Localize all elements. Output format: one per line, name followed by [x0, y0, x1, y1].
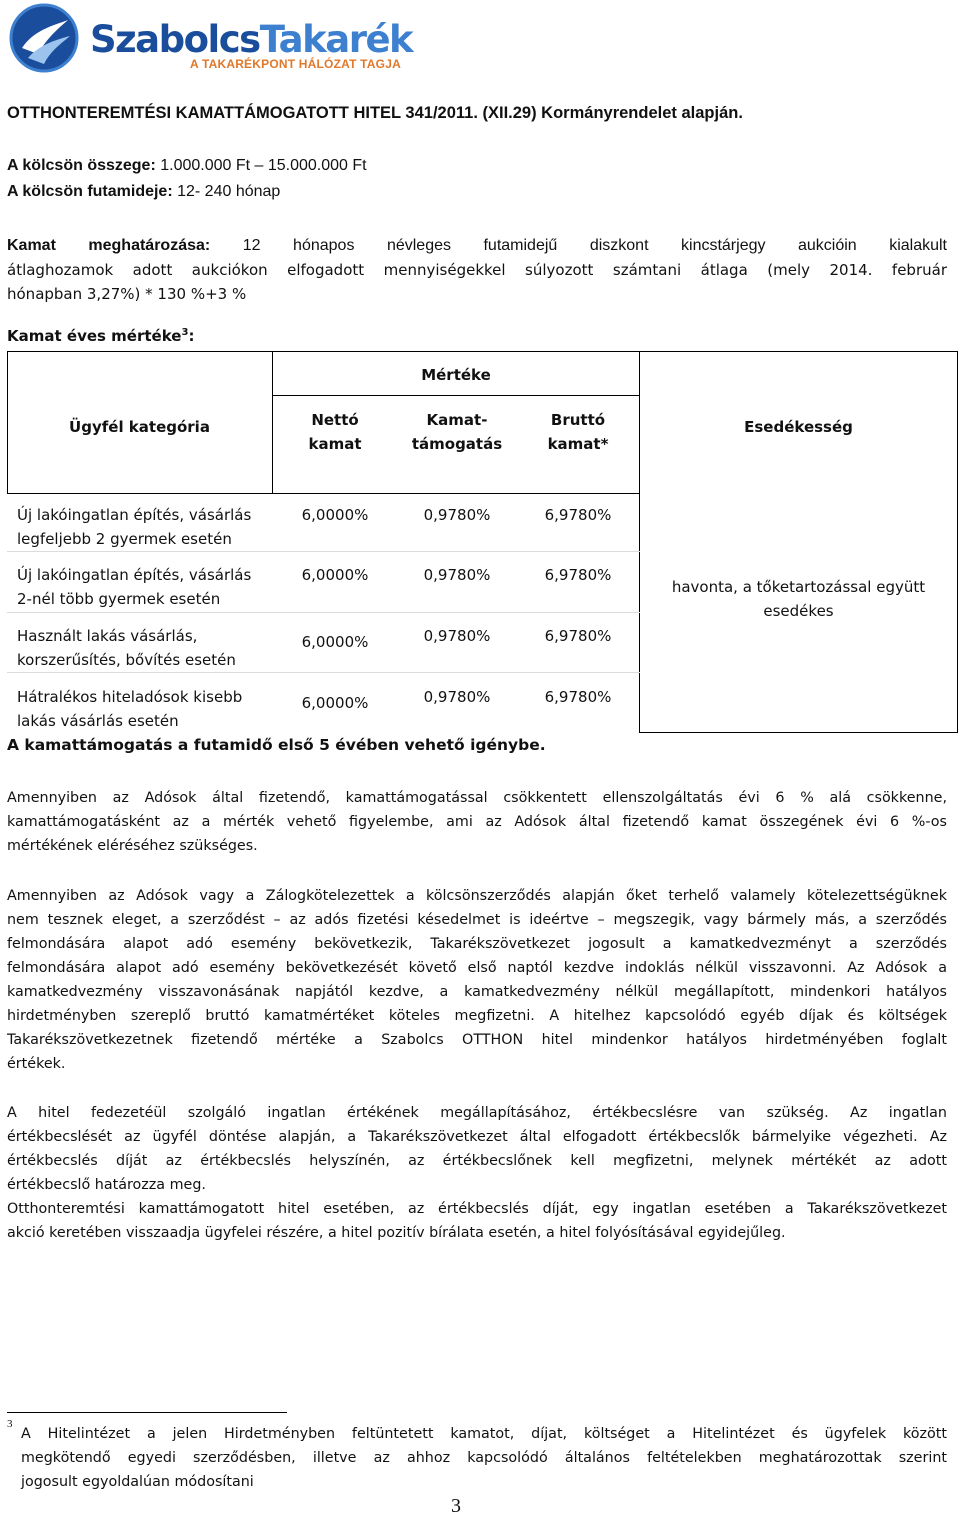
header-due: Esedékesség: [744, 418, 853, 436]
table-cell-support: 0,9780%: [423, 506, 491, 524]
loan-term-value: 12- 240 hónap: [177, 183, 281, 200]
paragraph-revocation: Amennyiben az Adósok vagy a Zálogkötelezettek a kölcsönszerződés alapján őket terhelő valamely kötelezettségüknek nem tesznek eleget, a szerződést – az adós fizetési késedelmet is ideértve – megszegik, vagy bármely más, a szerződés felmondására alapot adó esemény bekövetkezik, Takarékszövetkezet jogosult a kamatkedvezményt a szerződés felmondására alapot adó esemény bekövetkezését követő első naptól kezdve indoklás nélkül visszavonni. Az Adósok a kamatkedvezmény visszavonásának napjától kezdve, a kamatkedvezmény nélkül megállapított, mindenkori hatályos hirdetményben szereplő bruttó kamatmértéket köteles megfizetni. A hitelhez kapcsolódó egyéb díjak és költségek Takarékszövetkezetnek fizetendő mértéke a Szabolcs OTTHON hitel mindenkor hatályos hirdetményében foglalt értékek.: [7, 888, 947, 1072]
logo-emblem-icon: [8, 2, 80, 74]
document-title: OTTHONTEREMTÉSI KAMATTÁMOGATOTT HITEL 341/2011. (XII.29) Kormányrendelet alapján.: [7, 104, 743, 122]
logo-wordmark: SzabolcsTakarék: [90, 18, 413, 61]
logo-tagline: A TAKARÉKPONT HÁLÓZAT TAGJA: [190, 57, 401, 71]
table-cell-due: havonta, a tőketartozással együtt esedékes: [671, 578, 926, 620]
page-number: 3: [451, 1495, 461, 1515]
table-cell-support: 0,9780%: [423, 566, 491, 584]
table-row-category: Új lakóingatlan építés, vásárlás legfeljebb 2 gyermek esetén: [17, 506, 252, 548]
footnote-separator: [7, 1412, 287, 1413]
paragraph-valuation-refund: Otthonteremtési kamattámogatott hitel esetében, az értékbecslés díját, egy ingatlan esetében a Takarékszövetkezet akció keretében visszaadja ügyfelei részére, a hitel pozitív bírálata esetén, a hitel folyósításával egyidejűleg.: [7, 1201, 947, 1241]
table-cell-gross: 6,9780%: [544, 506, 612, 524]
table-cell-gross: 6,9780%: [544, 566, 612, 584]
table-cell-net: 6,0000%: [301, 506, 369, 524]
header-measure: Mértéke: [421, 366, 491, 384]
loan-amount-label: A kölcsön összege:: [7, 157, 156, 174]
interest-definition-line-1: Kamat meghatározása: 12 hónapos névleges futamidejű diszkont kincstárjegy aukcióin kialakult: [7, 237, 948, 254]
interest-table: [7, 351, 958, 733]
interest-definition: [7, 234, 947, 306]
paragraph-minimum-rate: Amennyiben az Adósok által fizetendő, kamattámogatással csökkentett ellenszolgáltatás évi 6 % alá csökkenne, kamattámogatásként az a mérték vehető figyelembe, ami az Adósok által fizetendő kamat összegének évi 6 %-os mértékének eléréséhez szükséges.: [7, 790, 947, 854]
logo: [8, 2, 413, 74]
table-cell-gross: 6,9780%: [544, 688, 612, 706]
loan-term: [7, 183, 280, 201]
loan-amount-value: 1.000.000 Ft – 15.000.000 Ft: [160, 157, 367, 174]
table-row-category: Új lakóingatlan építés, vásárlás 2-nél több gyermek esetén: [17, 566, 252, 608]
table-cell-support: 0,9780%: [423, 688, 491, 706]
table-cell-net: 6,0000%: [301, 566, 369, 584]
header-category: Ügyfél kategória: [69, 418, 210, 436]
header-interest-support: Kamat- támogatás: [411, 411, 503, 453]
header-gross-rate: Bruttó kamat*: [547, 411, 609, 453]
paragraph-valuation: A hitel fedezetéül szolgáló ingatlan értékének megállapításához, értékbecslésre van szükség. Az ingatlan értékbecslését az ügyfél döntése alapján, a Takarékszövetkezet által elfogadott értékbecslők bármelyike végezheti. Az értékbecslés díját az értékbecslés helyszínén, az értékbecslőnek kell megfizetni, melynek mértékét az adott értékbecslő határozza meg.: [7, 1105, 947, 1193]
table-cell-net: 6,0000%: [301, 633, 369, 651]
footnote-mark: 3: [7, 1418, 13, 1430]
table-cell-support: 0,9780%: [423, 627, 491, 645]
table-row-category: Hátralékos hiteladósok kisebb lakás vásárlás esetén: [17, 688, 243, 730]
header-net-rate: Nettó kamat: [308, 411, 362, 453]
table-row-category: Használt lakás vásárlás, korszerűsítés, bővítés esetén: [17, 627, 236, 669]
interest-definition-line-2: átlaghozamok adott aukciókon elfogadott mennyiségekkel súlyozott számtani átlaga (mely 2014. február: [7, 261, 947, 279]
table-cell-gross: 6,9780%: [544, 627, 612, 645]
loan-amount: [7, 157, 367, 175]
support-period-note: A kamattámogatás a futamidő első 5 évében vehető igénybe.: [7, 736, 546, 754]
table-cell-net: 6,0000%: [301, 694, 369, 712]
loan-term-label: A kölcsön futamideje:: [7, 183, 173, 200]
interest-definition-line-3: hónapban 3,27%) * 130 %+3 %: [7, 285, 247, 303]
annual-rate-heading: Kamat éves mértéke$^3$:: [7, 327, 195, 345]
footnote-text: A Hitelintézet a jelen Hirdetményben feltüntetett kamatot, díjat, költséget a Hitelintézet és ügyfelek között megkötendő egyedi szerződésben, illetve az ahhoz kapcsolódó általános feltételekben meghatározottak szerint jogosult egyoldalúan módosítani: [21, 1426, 947, 1490]
